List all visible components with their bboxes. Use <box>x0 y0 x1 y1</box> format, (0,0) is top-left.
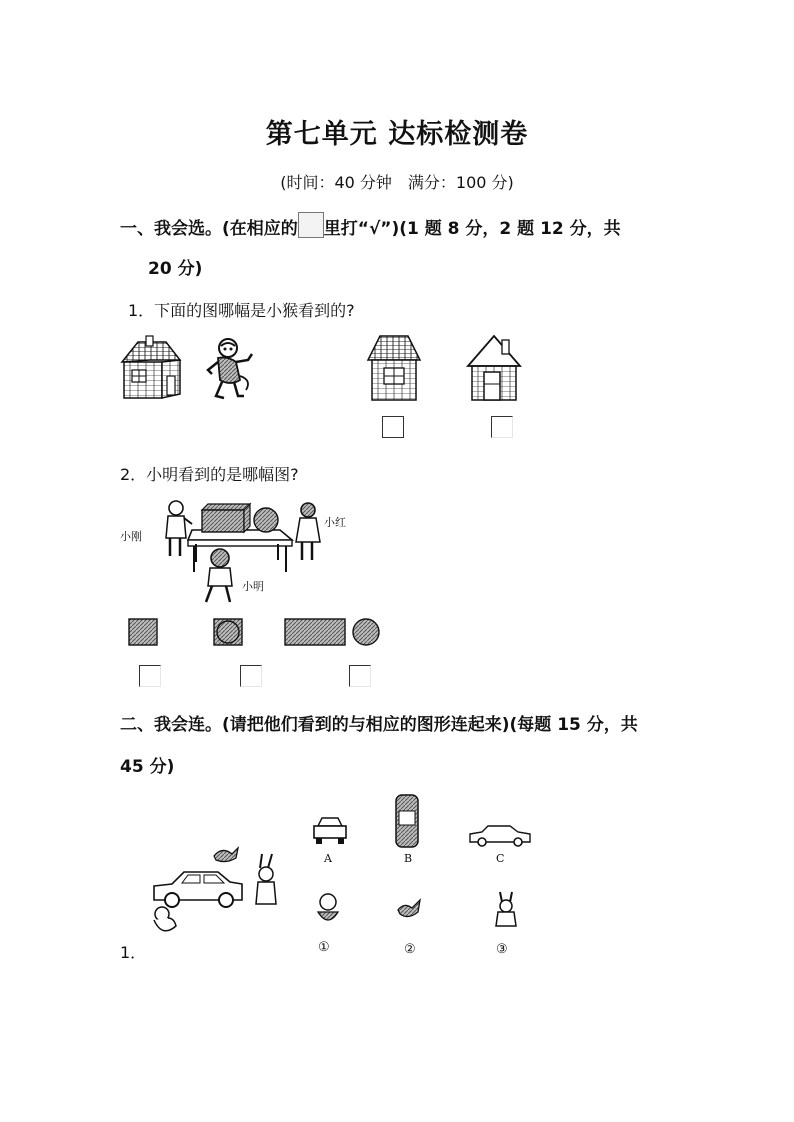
option-circle-in-square-shape <box>213 618 243 646</box>
inline-checkbox-sample <box>298 212 324 238</box>
car-side-view-C <box>468 822 532 848</box>
section-1-heading: 一、我会选。(在相应的 里打“√”)(1 题 8 分，2 题 12 分，共 <box>120 212 621 239</box>
animal-label-1: ① <box>318 940 330 955</box>
bird-image <box>396 898 424 920</box>
car-and-animals-scene <box>148 842 288 938</box>
q2-option-3-checkbox[interactable] <box>349 665 371 687</box>
car-label-B: B <box>404 852 413 865</box>
house-side-image <box>466 332 522 402</box>
section-2-heading: 二、我会连。(请把他们看到的与相应的图形连起来)(每题 15 分，共 <box>120 715 638 735</box>
question-2-text: 2．小明看到的是哪幅图? <box>120 465 299 484</box>
duck-image <box>314 892 342 926</box>
q1-option-1-checkbox[interactable] <box>382 416 404 438</box>
option-rectangle-shape <box>284 618 346 646</box>
animal-label-3: ③ <box>496 942 508 957</box>
section-1-heading-line2: 20 分) <box>148 259 203 279</box>
car-top-view-B <box>393 793 421 849</box>
animal-label-2: ② <box>404 942 416 957</box>
house-front-image <box>366 334 422 402</box>
q1-option-2-checkbox[interactable] <box>491 416 513 438</box>
car-label-A: A <box>324 852 332 865</box>
q2-option-2-checkbox[interactable] <box>240 665 262 687</box>
label-xiaoming: 小明 <box>242 580 264 593</box>
section-2-heading-line2: 45 分) <box>120 757 175 777</box>
page-title: 第七单元 达标检测卷 <box>265 119 529 150</box>
option-circle-shape <box>351 617 381 647</box>
label-xiaogang: 小刚 <box>120 530 142 543</box>
label-xiaohong: 小红 <box>324 516 346 529</box>
house-3d-image <box>118 336 184 402</box>
rabbit-image <box>492 890 520 928</box>
option-square-shape <box>128 618 158 646</box>
page-subtitle: (时间：40 分钟 满分：100 分) <box>280 173 514 192</box>
question-1-text: 1．下面的图哪幅是小猴看到的? <box>128 301 355 320</box>
section-2-question-1-number: 1． <box>120 943 147 962</box>
table-scene-image <box>150 498 360 608</box>
monkey-image <box>204 336 256 402</box>
q2-option-1-checkbox[interactable] <box>139 665 161 687</box>
car-label-C: C <box>496 852 505 865</box>
car-front-view-A <box>312 814 348 846</box>
